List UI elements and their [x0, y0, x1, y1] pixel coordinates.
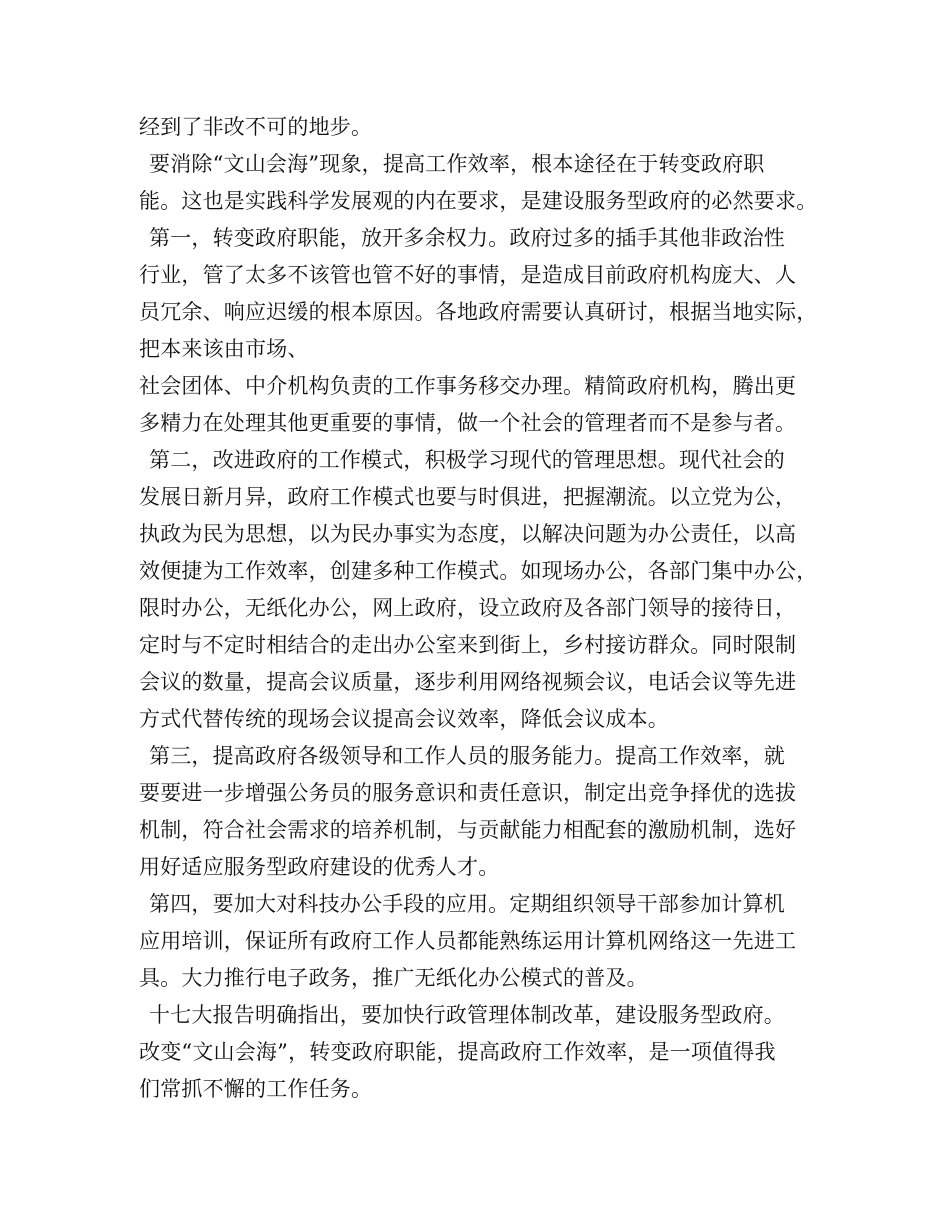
document-body	[139, 109, 839, 1108]
text-line: 机制，符合社会需求的培养机制，与贡献能力相配套的激励机制，选好	[139, 818, 797, 842]
text-line: 会议的数量，提高会议质量，逐步利用网络视频会议，电话会议等先进	[139, 670, 797, 694]
paragraph-start-line: 要消除“文山会海”现象，提高工作效率，根本途径在于转变政府职	[149, 152, 765, 176]
text-line: 员冗余、响应迟缓的根本原因。各地政府需要认真研讨，根据当地实际，	[139, 300, 818, 324]
paragraph-start-line: 十七大报告明确指出，要加快行政管理体制改革，建设服务型政府。	[149, 1003, 785, 1027]
paragraph-start-line: 第一，转变政府职能，放开多余权力。政府过多的插手其他非政治性	[149, 226, 785, 250]
text-line: 把本来该由市场、	[139, 337, 309, 361]
text-line: 改变“文山会海”，转变政府职能，提高政府工作效率，是一项值得我	[139, 1040, 776, 1064]
text-line: 效便捷为工作效率，创建多种工作模式。如现场办公，各部门集中办公，	[139, 559, 818, 583]
text-line: 执政为民为思想，以为民办事实为态度，以解决问题为办公责任，以高	[139, 522, 797, 546]
text-line: 要要进一步增强公务员的服务意识和责任意识，制定出竞争择优的选拔	[139, 781, 797, 805]
text-line: 定时与不定时相结合的走出办公室来到街上，乡村接访群众。同时限制	[139, 633, 797, 657]
text-line: 发展日新月异，政府工作模式也要与时俱进，把握潮流。以立党为公，	[139, 485, 797, 509]
text-line: 社会团体、中介机构负责的工作事务移交办理。精简政府机构，腾出更	[139, 374, 797, 398]
paragraph-start-line: 第四，要加大对科技办公手段的应用。定期组织领导干部参加计算机	[149, 892, 785, 916]
text-line: 应用培训，保证所有政府工作人员都能熟练运用计算机网络这一先进工	[139, 929, 797, 953]
text-line: 多精力在处理其他更重要的事情，做一个社会的管理者而不是参与者。	[139, 411, 797, 435]
text-line: 们常抓不懈的工作任务。	[139, 1077, 373, 1101]
text-line: 具。大力推行电子政务，推广无纸化办公模式的普及。	[139, 966, 648, 990]
paragraph-start-line: 第三，提高政府各级领导和工作人员的服务能力。提高工作效率，就	[149, 744, 785, 768]
text-line: 行业，管了太多不该管也管不好的事情，是造成目前政府机构庞大、人	[139, 263, 797, 287]
paragraph-start-line: 第二，改进政府的工作模式，积极学习现代的管理思想。现代社会的	[149, 448, 785, 472]
text-line: 用好适应服务型政府建设的优秀人才。	[139, 855, 500, 879]
text-line: 限时办公，无纸化办公，网上政府，设立政府及各部门领导的接待日，	[139, 596, 797, 620]
text-line: 能。这也是实践科学发展观的内在要求，是建设服务型政府的必然要求。	[139, 189, 818, 213]
text-line: 经到了非改不可的地步。	[139, 115, 373, 139]
text-line: 方式代替传统的现场会议提高会议效率，降低会议成本。	[139, 707, 669, 731]
